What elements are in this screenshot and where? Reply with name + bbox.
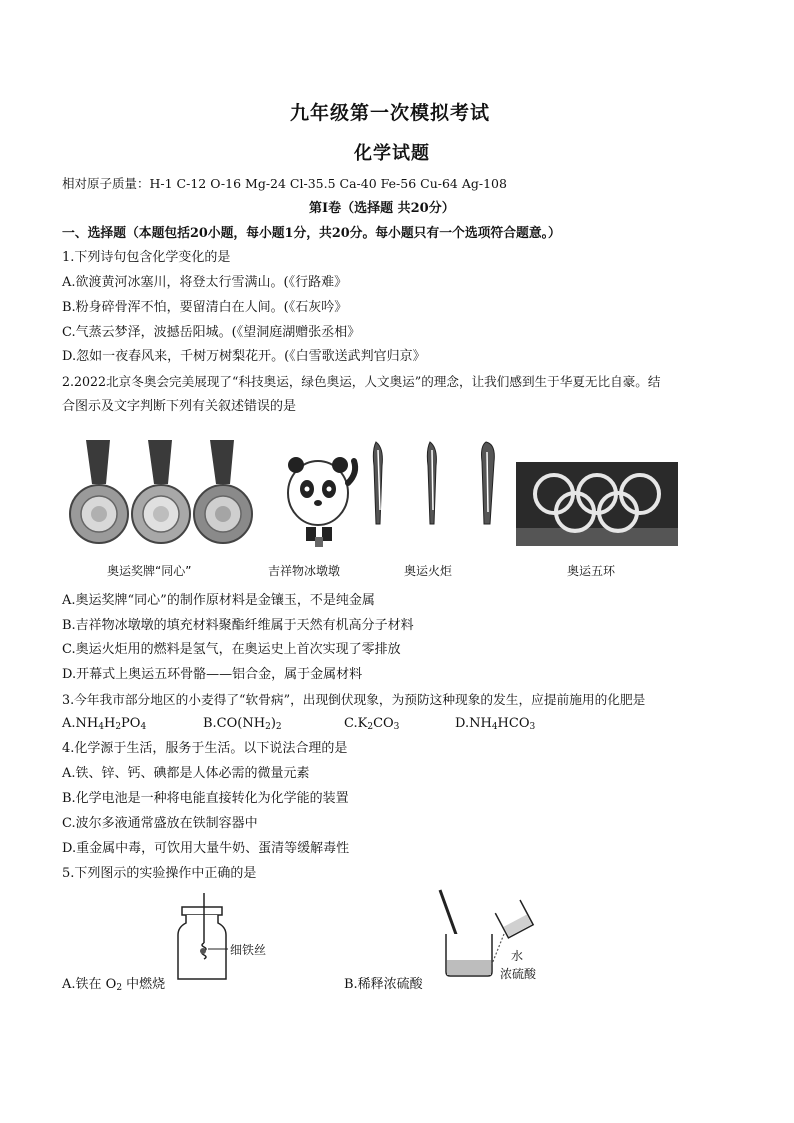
q3-option-c — [344, 716, 399, 731]
q2-option-c: C.奥运火炬用的燃料是氢气，在奥运史上首次实现了零排放 — [62, 642, 401, 657]
q3-b-sub2: 2 — [275, 722, 282, 732]
medal-3 — [194, 440, 252, 543]
q1-option-c: C.气蒸云梦泽，波撼岳阳城。(《望洞庭湖赠张丞相》 — [62, 325, 361, 340]
q1-option-b: B.粉身碎骨浑不怕，要留清白在人间。(《石灰吟》 — [62, 300, 348, 315]
q3-c-sub2: 3 — [393, 722, 400, 732]
q3-b-part: B.CO(NH — [203, 716, 266, 731]
q2-option-a: A.奥运奖牌“同心”的制作原材料是金镶玉，不是纯金属 — [62, 593, 375, 608]
olympic-rings-figure — [516, 462, 678, 546]
part-heading: 一、选择题（本题包括20小题，每小题1分，共20分。每小题只有一个选项符合题意。） — [62, 226, 561, 241]
q5-b-figure-label-acid: 浓硫酸 — [500, 967, 537, 981]
caption-medal: 奥运奖牌“同心” — [107, 564, 192, 578]
caption-torch: 奥运火炬 — [404, 564, 453, 578]
q3-option-a — [62, 716, 146, 731]
q3-d-sub1: 4 — [491, 722, 498, 732]
q1-option-d: D.忽如一夜春风来，千树万树梨花开。(《白雪歌送武判官归京》 — [62, 349, 426, 364]
q3-b-part2: ) — [270, 716, 276, 731]
q4-option-c: C.波尔多液通常盛放在铁制容器中 — [62, 816, 258, 831]
q5-a-sub: 2 — [116, 983, 123, 993]
q3-a-sub2: 2 — [115, 722, 122, 732]
q3-d-sub2: 3 — [529, 722, 536, 732]
q1-stem: 1.下列诗句包含化学变化的是 — [62, 250, 231, 265]
q3-c-sub1: 2 — [367, 722, 374, 732]
q3-a-part3: PO — [121, 716, 141, 731]
exam-title: 九年级第一次模拟考试 — [290, 102, 491, 124]
q3-a-part2: H — [103, 716, 116, 731]
q2-option-b: B.吉祥物冰墩墩的填充材料聚酯纤维属于天然有机高分子材料 — [62, 618, 414, 633]
q2-stem-line2: 合图示及文字判断下列有关叙述错误的是 — [62, 399, 297, 414]
q4-stem: 4.化学源于生活，服务于生活。以下说法合理的是 — [62, 741, 348, 756]
q3-c-part: C.K — [344, 716, 368, 731]
q2-stem-line1: 2.2022北京冬奥会完美展现了“科技奥运，绿色奥运，人文奥运”的理念，让我们感到生于华夏无比自豪。结 — [62, 374, 661, 389]
q5-a-part2: 中燃烧 — [122, 977, 166, 992]
q4-option-a: A.铁、锌、钙、碘都是人体必需的微量元素 — [62, 766, 310, 781]
q3-d-part: D.NH — [455, 716, 492, 731]
medal-1 — [70, 440, 128, 543]
torch-3 — [482, 442, 495, 524]
medals-figure — [66, 440, 266, 550]
q5-b-figure-label-water: 水 — [511, 949, 524, 963]
q2-option-d: D.开幕式上奥运五环骨骼——铝合金，属于金属材料 — [62, 667, 363, 682]
q5-option-b: B.稀释浓硫酸 — [344, 977, 423, 992]
caption-rings: 奥运五环 — [567, 564, 616, 578]
iron-burning-figure — [172, 893, 272, 983]
atomic-masses: 相对原子质量：H-1 C-12 O-16 Mg-24 Cl-35.5 Ca-40 Fe-56 Cu-64 Ag-108 — [62, 176, 507, 191]
q3-a-part: A.NH — [62, 716, 99, 731]
medal-2 — [132, 440, 190, 543]
mascot-figure — [282, 443, 362, 553]
q3-option-d — [455, 716, 535, 731]
q3-option-b — [203, 716, 282, 731]
q5-a-figure-label: 细铁丝 — [230, 943, 267, 957]
q3-a-sub1: 4 — [98, 722, 104, 732]
torch-1 — [373, 442, 382, 524]
torch-2 — [427, 442, 436, 524]
q4-option-d: D.重金属中毒，可饮用大量牛奶、蛋清等缓解毒性 — [62, 841, 350, 856]
q4-option-b: B.化学电池是一种将电能直接转化为化学能的装置 — [62, 791, 349, 806]
q1-option-a: A.欲渡黄河冰塞川，将登太行雪满山。(《行路难》 — [62, 275, 348, 290]
q3-d-part2: HCO — [497, 716, 530, 731]
q5-a-part: A.铁在 O — [62, 977, 117, 992]
section-title: 第Ⅰ卷（选择题 共20分） — [309, 201, 455, 216]
caption-mascot: 吉祥物冰墩墩 — [268, 564, 341, 578]
q3-c-part2: CO — [373, 716, 394, 731]
q5-stem: 5.下列图示的实验操作中正确的是 — [62, 866, 257, 881]
torches-figure — [370, 440, 500, 550]
q3-a-sub3: 4 — [140, 722, 147, 732]
q3-b-sub1: 2 — [265, 722, 271, 732]
q3-stem: 3.今年我市部分地区的小麦得了“软骨病”，出现倒伏现象，为预防这种现象的发生，应提前施用的化肥是 — [62, 692, 646, 707]
q5-option-a — [62, 973, 165, 992]
exam-subtitle: 化学试题 — [354, 143, 430, 164]
